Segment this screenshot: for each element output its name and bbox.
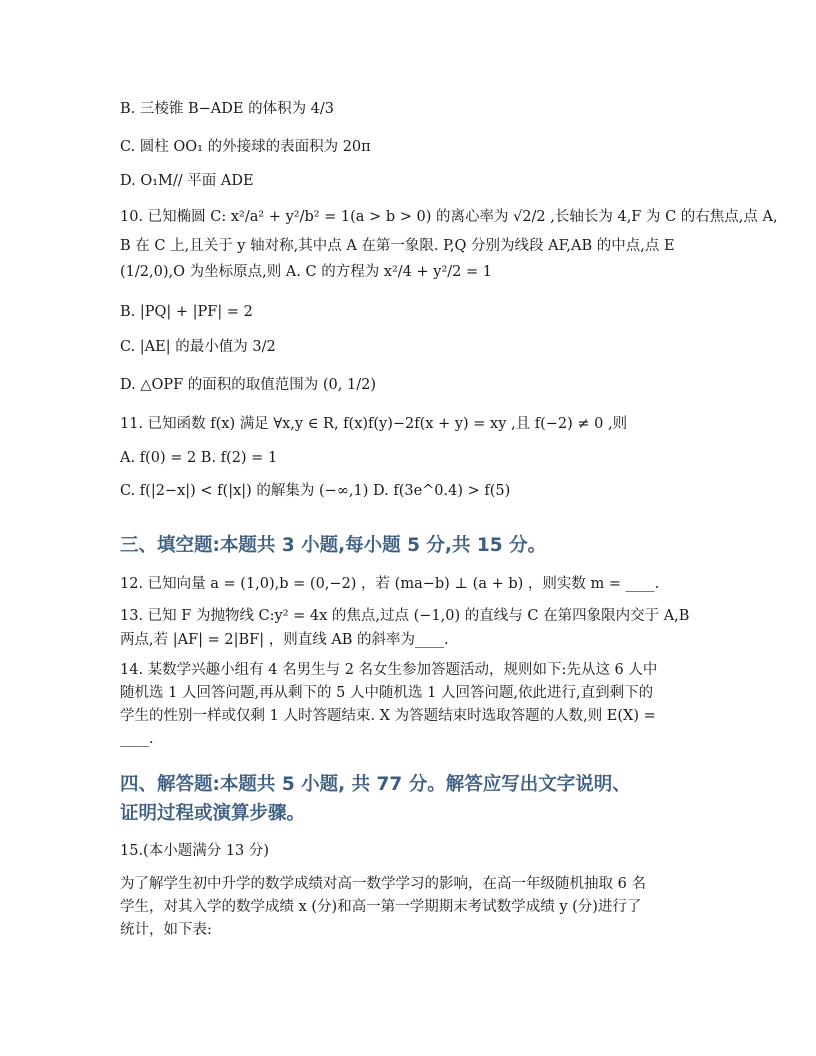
section-4-heading-line-2: 证明过程或演算步骤。 <box>120 803 306 824</box>
question-10-option-d: D. △OPF 的面积的取值范围为 (0, 1/2) <box>120 377 376 393</box>
question-14-line-2: 随机选 1 人回答问题,再从剩下的 5 人中随机选 1 人回答问题,依此进行,直到剩下的 <box>120 685 654 701</box>
question-14-line-3: 学生的性别一样或仅剩 1 人时答题结束. X 为答题结束时选取答题的人数,则 E(X) = <box>120 708 656 724</box>
question-15-title: 15.(本小题满分 13 分) <box>120 843 270 859</box>
option-d-line: D. O₁M// 平面 ADE <box>120 173 254 189</box>
question-10-line-2: B 在 C 上,且关于 y 轴对称,其中点 A 在第一象限. P,Q 分别为线段 AF,AB 的中点,点 E <box>120 238 675 254</box>
option-c-line: C. 圆柱 OO₁ 的外接球的表面积为 20π <box>120 139 371 155</box>
section-3-heading: 三、填空题:本题共 3 小题,每小题 5 分,共 15 分。 <box>120 535 547 556</box>
question-13-line-2: 两点,若 |AF| = 2|BF| ，则直线 AB 的斜率为____. <box>120 632 449 648</box>
question-10-line-3: (1/2,0),O 为坐标原点,则 A. C 的方程为 x²/4 + y²/2 = 1 <box>120 264 492 280</box>
question-12: 12. 已知向量 a = (1,0),b = (0,−2) ，若 (ma−b) ⊥ (a + b) ，则实数 m = ____. <box>120 576 660 592</box>
section-4-heading-line-1: 四、解答题:本题共 5 小题, 共 77 分。解答应写出文字说明、 <box>120 774 631 795</box>
question-11-options-ab: A. f(0) = 2 B. f(2) = 1 <box>120 450 278 466</box>
question-11-options-cd: C. f(|2−x|) < f(|x|) 的解集为 (−∞,1) D. f(3e^0.4) > f(5) <box>120 483 511 499</box>
question-11-stem: 11. 已知函数 f(x) 满足 ∀x,y ∈ R, f(x)f(y)−2f(x + y) = xy ,且 f(−2) ≠ 0 ,则 <box>120 416 628 432</box>
question-14-line-4: ____. <box>120 731 154 747</box>
question-15-text-1: 为了解学生初中升学的数学成绩对高一数学学习的影响，在高一年级随机抽取 6 名 <box>120 876 646 892</box>
question-10-line-1: 10. 已知椭圆 C: x²/a² + y²/b² = 1(a > b > 0) 的离心率为 √2/2 ,长轴长为 4,F 为 C 的右焦点,点 A, <box>120 209 778 225</box>
question-15-text-2: 学生，对其入学的数学成绩 x (分)和高一第一学期期末考试数学成绩 y (分)进行了 <box>120 899 642 915</box>
question-14-line-1: 14. 某数学兴趣小组有 4 名男生与 2 名女生参加答题活动，规则如下:先从这 6 人中 <box>120 662 658 678</box>
question-10-option-b: B. |PQ| + |PF| = 2 <box>120 304 253 320</box>
question-13-line-1: 13. 已知 F 为抛物线 C:y² = 4x 的焦点,过点 (−1,0) 的直线与 C 在第四象限内交于 A,B <box>120 608 690 624</box>
option-b-line: B. 三棱锥 B−ADE 的体积为 4/3 <box>120 101 335 117</box>
question-15-text-3: 统计，如下表: <box>120 922 212 938</box>
question-10-option-c: C. |AE| 的最小值为 3/2 <box>120 339 276 355</box>
